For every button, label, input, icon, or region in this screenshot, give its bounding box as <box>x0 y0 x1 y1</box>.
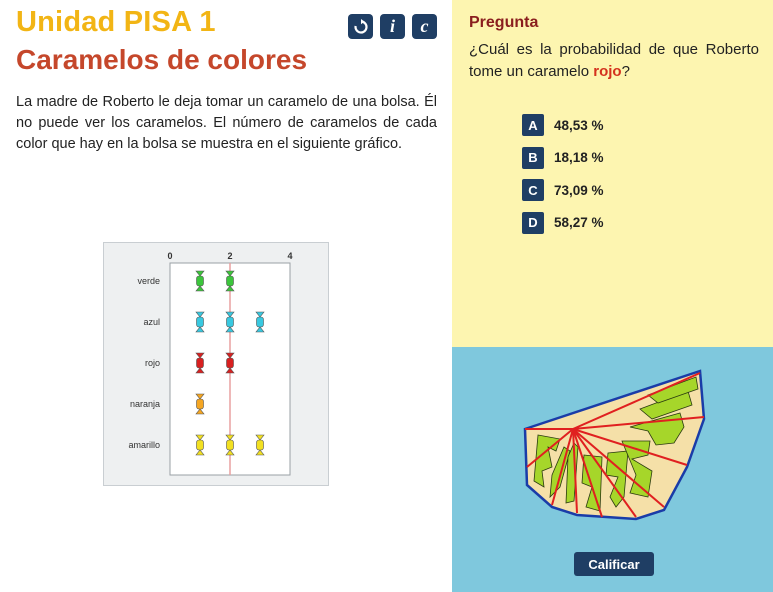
option-letter: D <box>522 212 544 234</box>
x-tick-label: 4 <box>287 251 293 261</box>
category-label: naranja <box>129 399 160 409</box>
info-button[interactable] <box>380 14 405 39</box>
option-letter: C <box>522 179 544 201</box>
option-text: 58,27 % <box>554 215 604 230</box>
answer-options <box>522 114 604 244</box>
option-letter: B <box>522 147 544 169</box>
info-icon: i <box>389 16 395 36</box>
option-d[interactable] <box>522 212 604 234</box>
intro-text: La madre de Roberto le deja tomar un caramelo de una bolsa. Él no puede ver los caramelos. El número de caramelos de cada color que hay en la bolsa se muestra en el siguiente gráfico. <box>16 94 437 152</box>
category-label: verde <box>137 276 160 286</box>
restart-button[interactable] <box>348 14 373 39</box>
option-c[interactable] <box>522 179 604 201</box>
x-tick-label: 2 <box>227 251 233 261</box>
candy-chart-svg <box>104 243 330 487</box>
illustration-panel <box>452 347 773 592</box>
submit-button[interactable]: Calificar <box>574 552 654 576</box>
question-highlight: rojo <box>593 63 622 80</box>
question-heading: Pregunta <box>469 14 539 31</box>
unit-title: Unidad PISA 1 <box>16 6 216 38</box>
toolbar <box>348 14 437 39</box>
option-text: 48,53 % <box>554 117 604 133</box>
category-label: azul <box>143 317 160 327</box>
x-tick-label: 0 <box>167 251 173 261</box>
option-text: 73,09 % <box>554 182 604 198</box>
question-text-start: ¿Cuál es la probabilidad de que Roberto tome un caramelo <box>469 41 759 80</box>
question-text <box>469 39 759 83</box>
option-letter: A <box>522 114 544 136</box>
category-label: rojo <box>144 358 160 368</box>
credits-icon: c <box>420 16 429 36</box>
restart-icon <box>353 19 369 35</box>
category-label: amarillo <box>128 440 160 450</box>
candy-chart <box>103 242 329 486</box>
credits-button[interactable] <box>412 14 437 39</box>
option-b[interactable] <box>522 147 604 169</box>
option-a[interactable] <box>522 114 604 136</box>
question-text-end: ? <box>621 63 630 80</box>
question-panel <box>452 0 773 347</box>
lesson-title: Caramelos de colores <box>16 44 308 75</box>
option-text: 18,18 % <box>554 150 604 165</box>
